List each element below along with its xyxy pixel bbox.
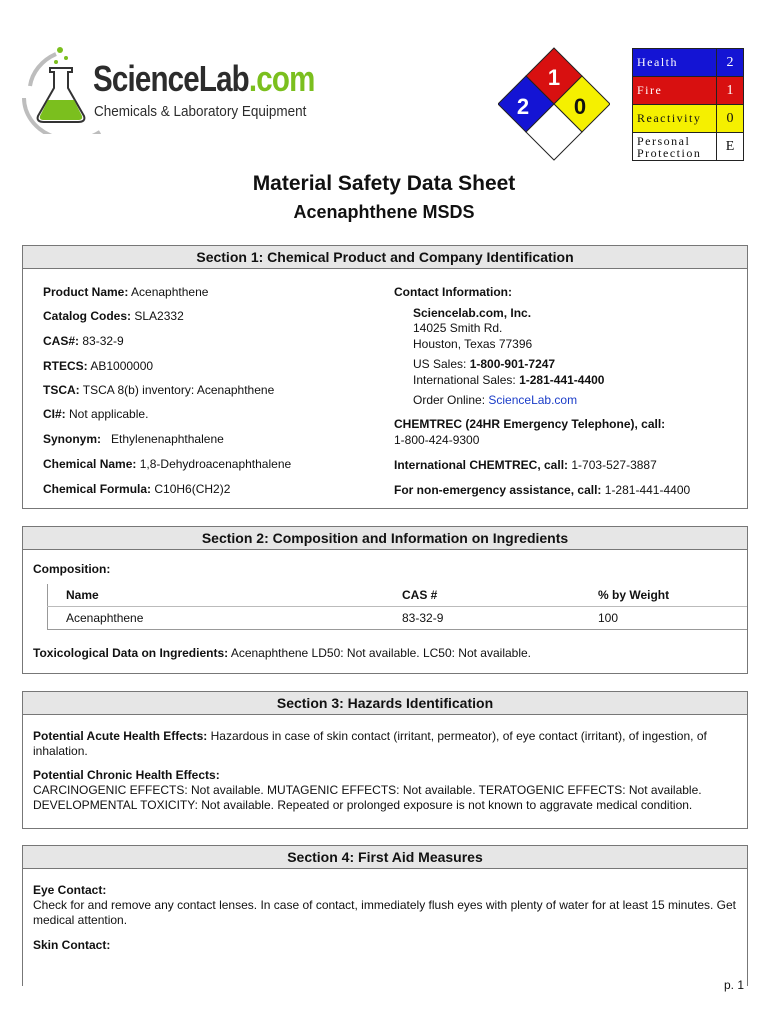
section-4 [22,845,748,986]
chronic-effects-paragraph: Potential Chronic Health Effects: CARCINOGENIC EFFECTS: Not available. MUTAGENIC EFFECTS: Not available. TERATOGENIC EFFECTS: Not available. DEVELOPMENTAL TOXICITY: Not available. Repeated or prolonged exposure is not known to aggravate medical condition. [33,768,702,812]
hazard-rating-table [632,48,744,161]
section-3 [22,691,748,829]
reactivity-value: 0 [717,105,744,133]
synonym-row: Synonym: Ethylenenaphthalene [43,432,224,446]
non-emergency-row: For non-emergency assistance, call: 1-281-441-4400 [394,483,691,497]
composition-label: Composition: [33,562,111,576]
company-name: Sciencelab.com, Inc. [413,306,532,320]
cell-cas: 83-32-9 [384,607,580,630]
chemtrec-label: CHEMTREC (24HR Emergency Telephone), call: [394,417,666,431]
cell-weight: 100 [580,607,747,630]
section-4-heading: Section 4: First Aid Measures [23,846,747,869]
cas-row: CAS#: 83-32-9 [43,334,124,348]
rtecs-row: RTECS: AB1000000 [43,359,154,373]
order-online-row: Order Online: ScienceLab.com [413,393,578,407]
section-2-heading: Section 2: Composition and Information on Ingredients [23,527,747,550]
tsca-row: TSCA: TSCA 8(b) inventory: Acenaphthene [43,383,275,397]
nfpa-reactivity-value: 0 [573,94,587,119]
chemtrec-phone: 1-800-424-9300 [394,433,480,447]
fire-value: 1 [717,77,744,105]
logo-wordmark: ScienceLab.com [93,58,315,99]
reactivity-label: Reactivity [633,105,717,133]
ci-row: CI#: Not applicable. [43,407,149,421]
logo-tagline: Chemicals & Laboratory Equipment [94,103,307,120]
sciencelab-link[interactable]: ScienceLab.com [488,393,578,407]
address-line-2: Houston, Texas 77396 [413,337,533,351]
eye-contact-paragraph: Eye Contact: Check for and remove any contact lenses. In case of contact, immediately flush eyes with plenty of water for at least 15 minutes. Get medical attention. [33,883,737,927]
chemical-name-row: Chemical Name: 1,8-Dehydroacenaphthalene [43,457,292,471]
document-title: Material Safety Data Sheet [252,172,516,195]
intl-sales-row: International Sales: 1-281-441-4400 [413,373,605,387]
acute-effects-paragraph: Potential Acute Health Effects: Hazardous in case of skin contact (irritant, permeator), of eye contact (irritant), of ingestion, of inhalation. [33,729,707,758]
address-line-1: 14025 Smith Rd. [413,321,503,335]
section-1-heading: Section 1: Chemical Product and Company Identification [23,246,747,269]
cell-name: Acenaphthene [48,607,385,630]
nfpa-fire-value: 1 [547,65,561,90]
health-label: Health [633,49,717,77]
section-1 [22,245,748,509]
contact-info-label: Contact Information: [394,285,512,299]
fire-label: Fire [633,77,717,105]
table-row [48,607,748,630]
protection-label: Personal Protection [633,133,717,161]
toxicological-data-row: Toxicological Data on Ingredients: Acenaphthene LD50: Not available. LC50: Not available. [33,646,532,660]
skin-contact-label: Skin Contact: [33,938,111,952]
chemical-formula-row: Chemical Formula: C10H6(CH2)2 [43,482,231,496]
composition-table [47,584,747,630]
column-header-cas: CAS # [384,584,580,607]
product-name-row: Product Name: Acenaphthene [43,285,209,299]
catalog-codes-row: Catalog Codes: SLA2332 [43,309,184,323]
column-header-weight: % by Weight [580,584,747,607]
nfpa-health-value: 2 [516,94,530,119]
intl-chemtrec-row: International CHEMTREC, call: 1-703-527-3887 [394,458,657,472]
health-value: 2 [717,49,744,77]
composition-table-header [48,584,748,607]
section-2 [22,526,748,674]
column-header-name: Name [48,584,385,607]
section-3-heading: Section 3: Hazards Identification [23,692,747,715]
page-number: p. 1 [724,978,745,992]
document-subtitle: Acenaphthene MSDS [293,202,475,222]
protection-value: E [717,133,744,161]
nfpa-diamond-icon [498,44,610,164]
us-sales-row: US Sales: 1-800-901-7247 [413,357,556,371]
